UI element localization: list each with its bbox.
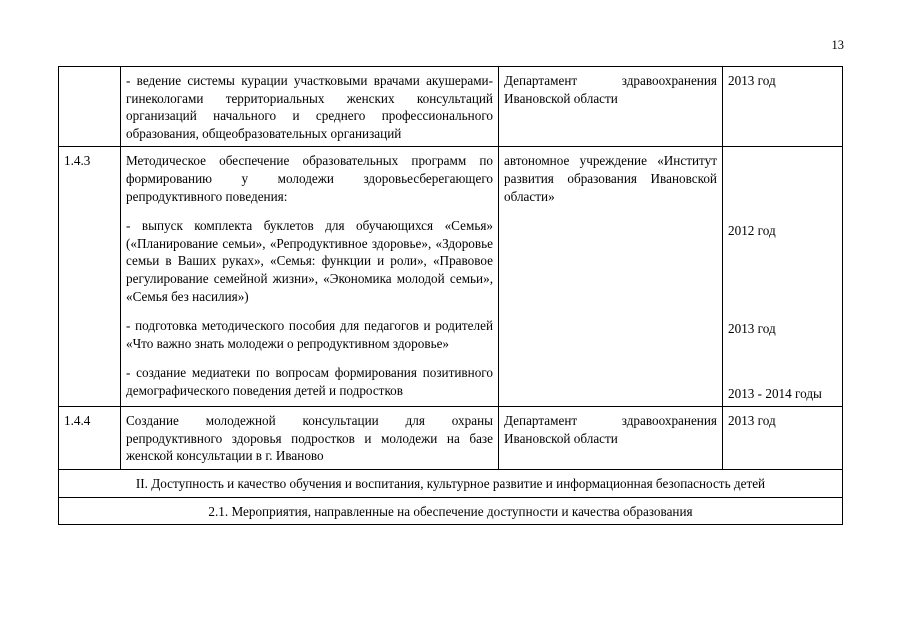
page-number: 13 [831,38,844,52]
activity-cell [121,407,499,470]
term-text: 2013 год [728,320,776,336]
term-cell [723,407,843,470]
item-number: 1.4.3 [59,147,121,407]
item-number: 1.4.4 [59,407,121,470]
section-heading: II. Доступность и качество обучения и воспитания, культурное развитие и информационная безопасность детей [59,469,843,497]
term-text: 2013 - 2014 годы [728,385,822,401]
activity-cell [121,147,499,407]
activity-text: - выпуск комплекта буклетов для обучающихся «Семья» («Планирование семьи», «Репродуктивное здоровье», «Здоровье семьи в Ваших руках», «Семья: функции и роли», «Правовое регулирование семейной жизни», «Экономика молодой семьи», «Семья без насилия») [126,218,493,304]
activity-text: Создание молодежной консультации для охраны репродуктивного здоровья подростков и молодежи на базе женской консультации в г. Иваново [126,413,493,464]
subsection-heading-row [59,497,843,525]
executor-cell: Департамент здравоохранения Ивановской области [499,407,723,470]
term-text: 2013 год [728,413,776,429]
executor-cell: Департамент здравоохранения Ивановской области [499,67,723,147]
subsection-heading: 2.1. Мероприятия, направленные на обеспечение доступности и качества образования [59,497,843,525]
term-text: 2012 год [728,223,776,239]
section-heading-row [59,469,843,497]
activity-text: - ведение системы курации участковыми врачами акушерами-гинекологами территориальных женских консультаций организаций начального и среднего профессионального образования, общеобразовательных организаций [126,73,493,141]
activity-text: - создание медиатеки по вопросам формирования позитивного демографического поведения детей и подростков [126,365,493,398]
table-row [59,407,843,470]
item-number [59,67,121,147]
term-cell [723,147,843,407]
term-cell [723,67,843,147]
activity-text: Методическое обеспечение образовательных программ по формированию у молодежи здоровьесберегающего репродуктивного поведения: [126,153,493,204]
activity-text: - подготовка методического пособия для педагогов и родителей «Что важно знать молодежи о репродуктивном здоровье» [126,318,493,351]
term-text: 2013 год [728,73,776,88]
executor-cell: автономное учреждение «Институт развития образования Ивановской области» [499,147,723,407]
activity-cell [121,67,499,147]
table-row [59,67,843,147]
action-plan-table [58,66,843,525]
table-row [59,147,843,407]
